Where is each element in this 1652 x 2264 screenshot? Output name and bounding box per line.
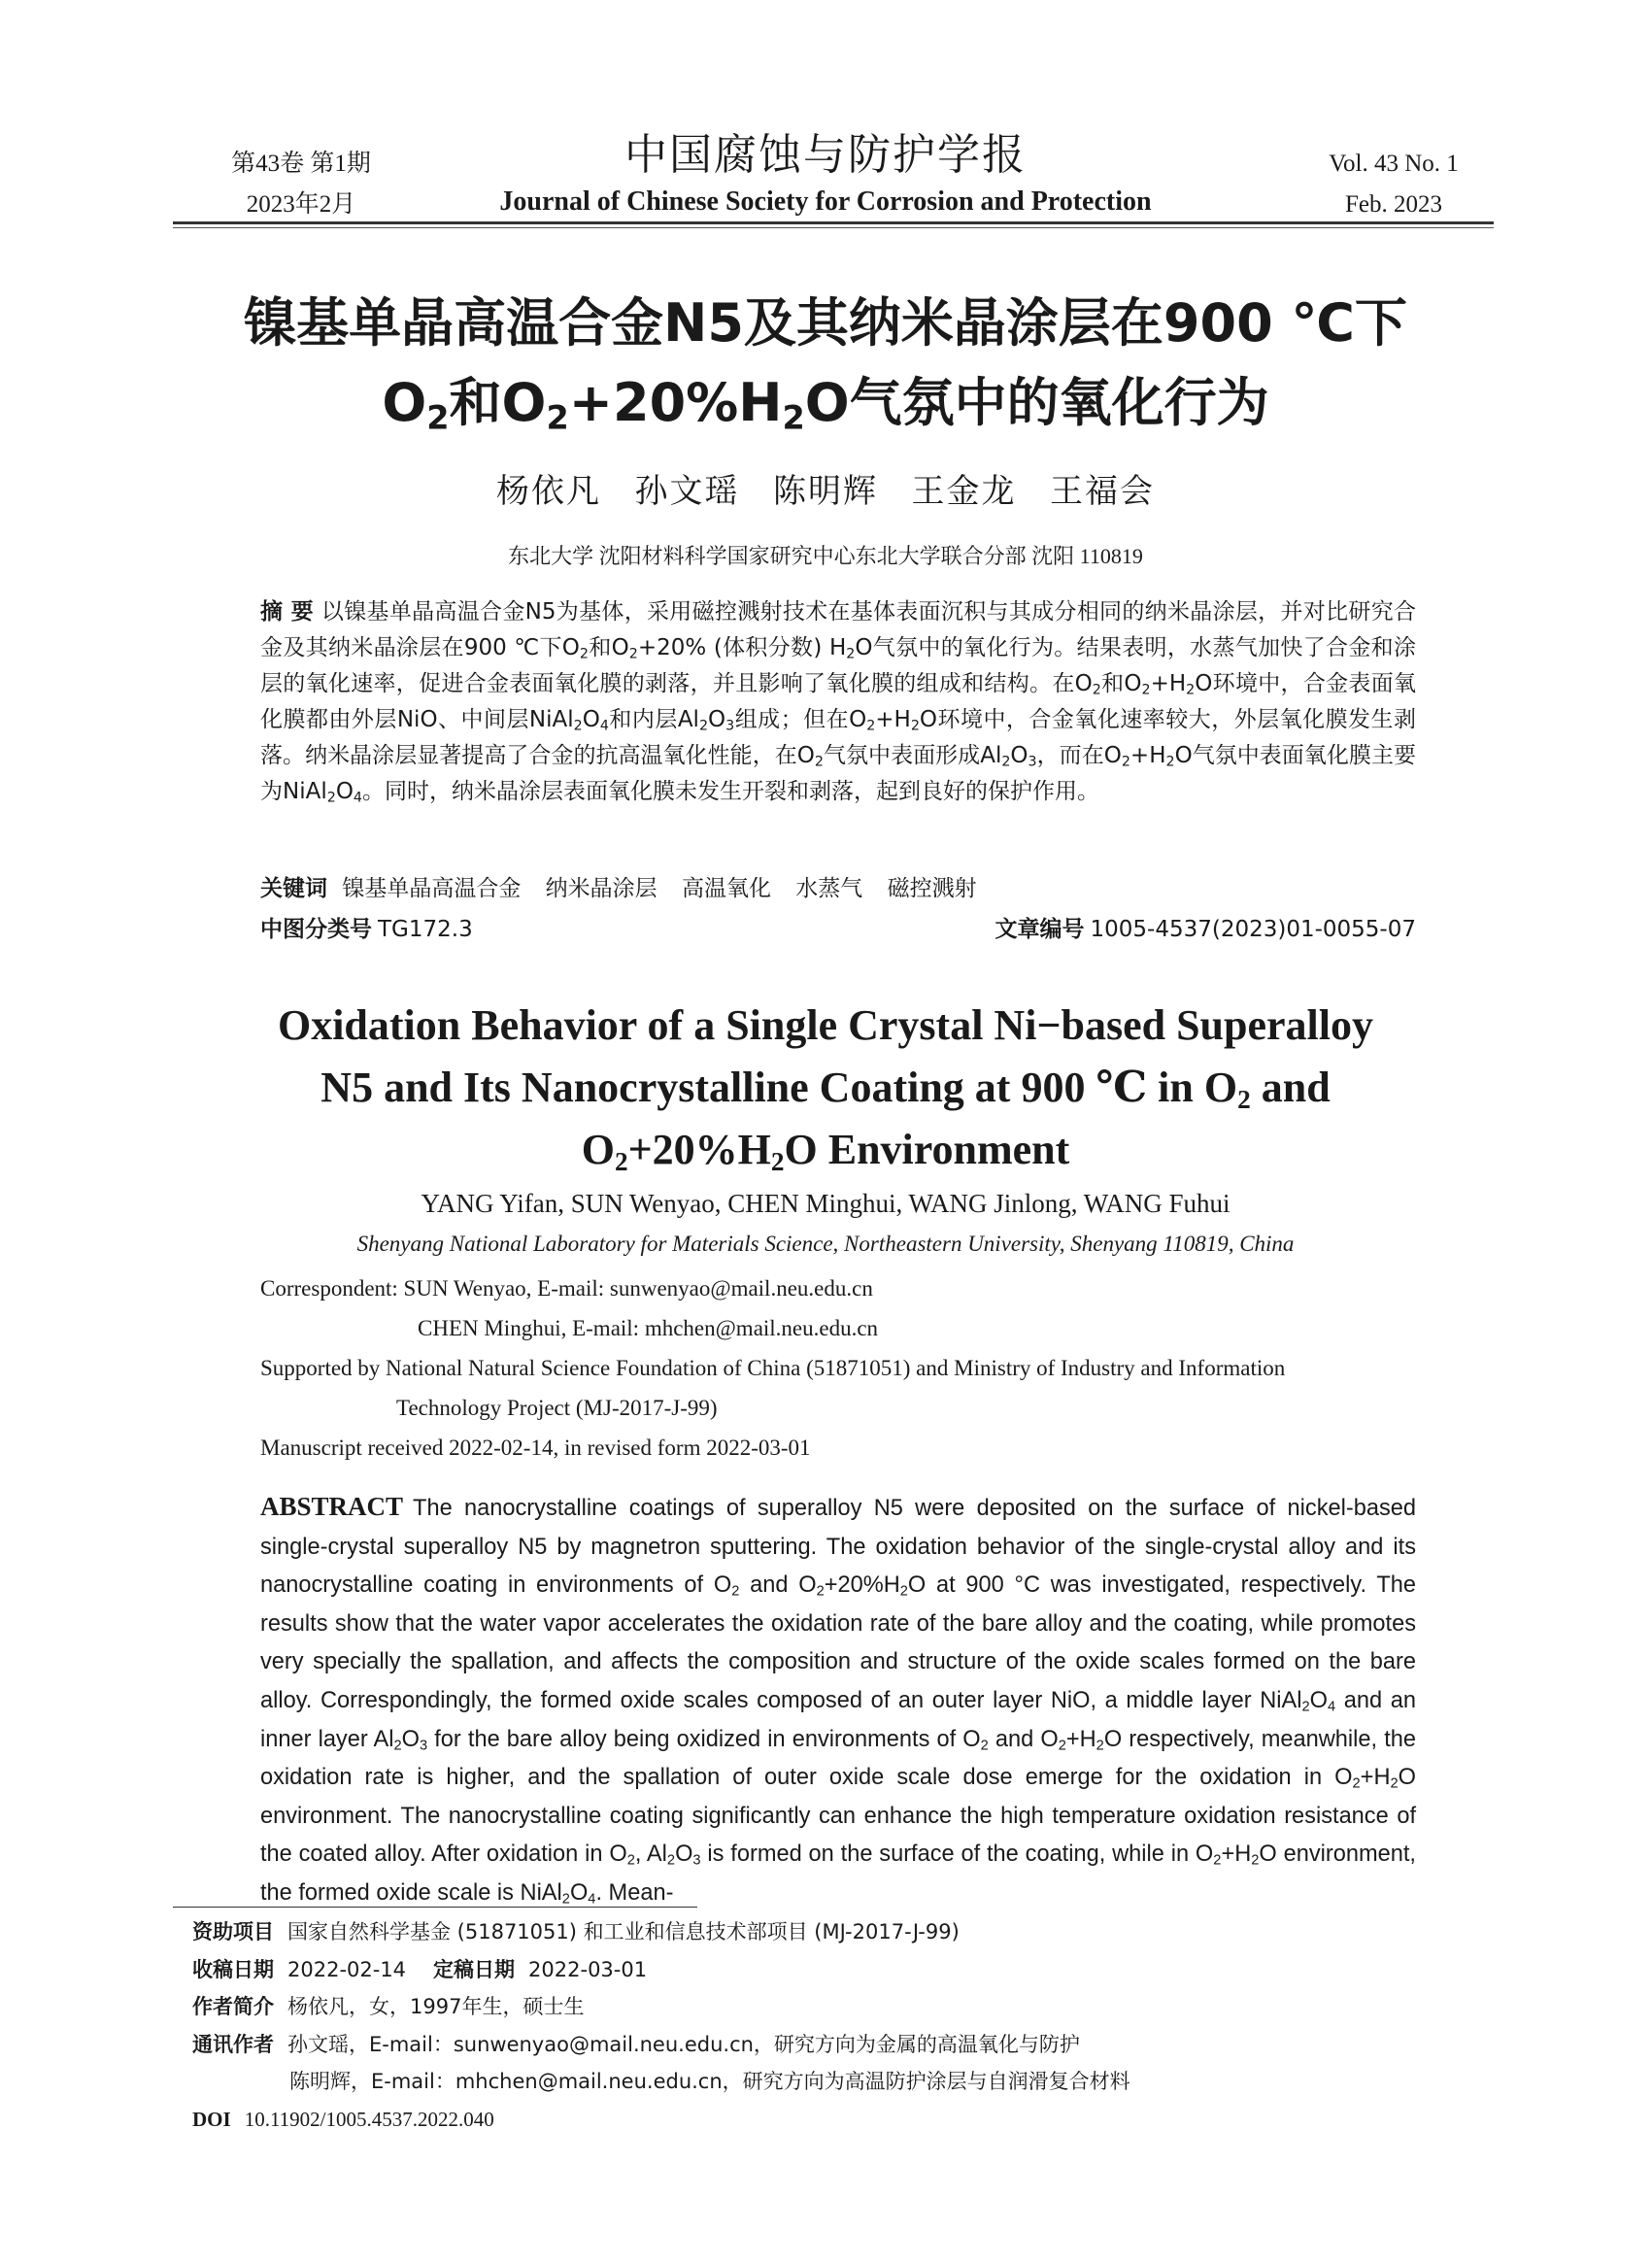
keyword: 磁控溅射 <box>887 876 977 901</box>
manuscript-received: Manuscript received 2022-02-14, in revised form 2022-03-01 <box>260 1436 811 1460</box>
header-volume-cn <box>194 144 408 225</box>
authors-en: YANG Yifan, SUN Wenyao, CHEN Minghui, WANG Jinlong, WANG Fuhui <box>421 1189 1231 1218</box>
footnote-correspondent: 通讯作者 孙文瑶，E-mail：sunwenyao@mail.neu.edu.cn，研究方向为金属的高温氧化与防护 <box>192 2032 1080 2056</box>
abstract-en-label: ABSTRACT <box>260 1492 404 1521</box>
footnote-correspondent-2: 陈明辉，E-mail：mhchen@mail.neu.edu.cn，研究方向为高温防护涂层与自润滑复合材料 <box>289 2070 1130 2094</box>
keywords-cn <box>260 870 1416 902</box>
correspondent-1: Correspondent: SUN Wenyao, E-mail: sunwenyao@mail.neu.edu.cn <box>260 1276 873 1301</box>
date-en: Feb. 2023 <box>1345 191 1442 218</box>
title-cn-line2: $O_2$和$O_2+20\%H_2O$气氛中的氧化行为 <box>382 372 1269 437</box>
footnote-author: 作者简介 杨依凡，女，1997年生，硕士生 <box>192 1995 585 2019</box>
keyword: 水蒸气 <box>795 876 863 901</box>
date-cn: 2023年2月 <box>246 191 356 218</box>
keyword: 高温氧化 <box>681 876 771 901</box>
keyword: 纳米晶涂层 <box>545 876 657 901</box>
footnotes <box>192 1913 1455 2139</box>
abstract-en: ABSTRACT The nanocrystalline coatings of superalloy N5 were deposited on the surface of nickel-based single-crystal superalloy N5 by magnetron sputtering. The oxidation behavior of the single-crystal alloy and its nanocrystalline coating in environments of $O_2$ and $O_2+20\%H_2O$ at 900 °C was investigated, respectively. The results show that the water vapor accelerates the oxidation rate of the bare alloy and the coating, while promotes very specially the spallation, and affects the composition and structure of the oxide scales formed on the bare alloy. Correspondingly, the formed oxide scales composed of an outer layer NiO, a middle layer $NiAl_2O_4$ and an inner layer $Al_2O_3$ for the bare alloy being oxidized in environments of $O_2$ and $O_2+H_2O$ respectively, meanwhile, the oxidation rate is higher, and the spallation of outer oxide scale dose emerge for the oxidation in $O_2+H_2O$ environment. The nanocrystalline coating significantly can enhance the high temperature oxidation resistance of the coated alloy. After oxidation in $O_2$, $Al_2O_3$ is formed on the surface of the coating, while in $O_2+H_2O$ environment, the formed oxide scale is $NiAl_2O_4$. Mean- <box>260 1492 1417 1908</box>
affiliation-cn: 东北大学 沈阳材料科学国家研究中心东北大学联合分部 沈阳 110819 <box>508 544 1143 568</box>
article-value: 1005-4537(2023)01-0055-07 <box>1090 917 1416 942</box>
journal-name-en: Journal of Chinese Society for Corrosion and Protection <box>499 186 1152 217</box>
volume-en: Vol. 43 No. 1 <box>1329 151 1459 177</box>
article-number <box>995 911 1416 943</box>
title-en-line2: N5 and Its Nanocrystalline Coating at 900 ℃ in $O_2$ and <box>320 1064 1331 1114</box>
footnote-doi: DOI 10.11902/1005.4537.2022.040 <box>192 2107 494 2131</box>
affiliation-en: Shenyang National Laboratory for Materials Science, Northeastern University, Shenyang 110819, China <box>356 1232 1295 1256</box>
volume-cn: 第43卷 第1期 <box>231 151 371 177</box>
article-meta-en <box>260 1268 1426 1468</box>
supported-2: Technology Project (MJ-2017-J-99) <box>396 1396 718 1420</box>
supported-1: Supported by National Natural Science Foundation of China (51871051) and Ministry of Industry and Information <box>260 1356 1286 1380</box>
keywords-cn-label: 关键词 <box>260 876 327 901</box>
title-cn-line1: 镍基单晶高温合金N5及其纳米晶涂层在900 ℃下 <box>244 292 1407 354</box>
footnote-dates: 收稿日期 2022-02-14 定稿日期 2022-03-01 <box>192 1957 648 1981</box>
footnote-rule <box>173 1907 697 1908</box>
footnote-funding: 资助项目 国家自然科学基金 (51871051) 和工业和信息技术部项目 (MJ-2017-J-99) <box>192 1920 960 1943</box>
title-cn <box>175 284 1476 443</box>
header-volume-en <box>1301 144 1486 225</box>
correspondent-2: CHEN Minghui, E-mail: mhchen@mail.neu.edu.cn <box>418 1316 879 1340</box>
abstract-cn-label: 摘 要 <box>260 599 314 625</box>
class-label: 中图分类号 <box>260 917 372 942</box>
article-label: 文章编号 <box>995 917 1085 942</box>
title-en <box>175 995 1476 1181</box>
class-value: TG172.3 <box>378 917 473 942</box>
title-en-line1: Oxidation Behavior of a Single Crystal Ni−based Superalloy <box>277 1001 1374 1049</box>
abstract-cn: 摘 要 以镍基单晶高温合金N5为基体，采用磁控溅射技术在基体表面沉积与其成分相同的纳米晶涂层，并对比研究合金及其纳米晶涂层在900 ℃下$O_2$和$O_2+20\%$ (体积分数) $H_2O$气氛中的氧化行为。结果表明，水蒸气加快了合金和涂层的氧化速率，促进合金表面氧化膜的剥落，并且影响了氧化膜的组成和结构。在$O_2$和$O_2+H_2O$环境中，合金表面氧化膜都由外层NiO、中间层$NiAl_2O_4$和内层$Al_2O_3$组成；但在$O_2+H_2O$环境中，合金氧化速率较大，外层氧化膜发生剥落。纳米晶涂层显著提高了合金的抗高温氧化性能，在$O_2$气氛中表面形成$Al_2O_3$，而在$O_2+H_2O$气氛中表面氧化膜主要为$NiAl_2O_4$。同时，纳米晶涂层表面氧化膜未发生开裂和剥落，起到良好的保护作用。 <box>260 599 1417 806</box>
title-en-line3: $O_2+20\%H_2O$ Environment <box>581 1126 1070 1176</box>
header-rule <box>173 221 1494 224</box>
journal-header <box>418 128 1233 221</box>
authors-cn: 杨依凡 孙文瑶 陈明辉 王金龙 王福会 <box>496 474 1155 510</box>
keyword: 镍基单晶高温合金 <box>342 876 522 901</box>
header-rule-thin <box>173 227 1494 228</box>
classification-row <box>260 911 1416 943</box>
journal-name-cn: 中国腐蚀与防护学报 <box>624 130 1027 180</box>
